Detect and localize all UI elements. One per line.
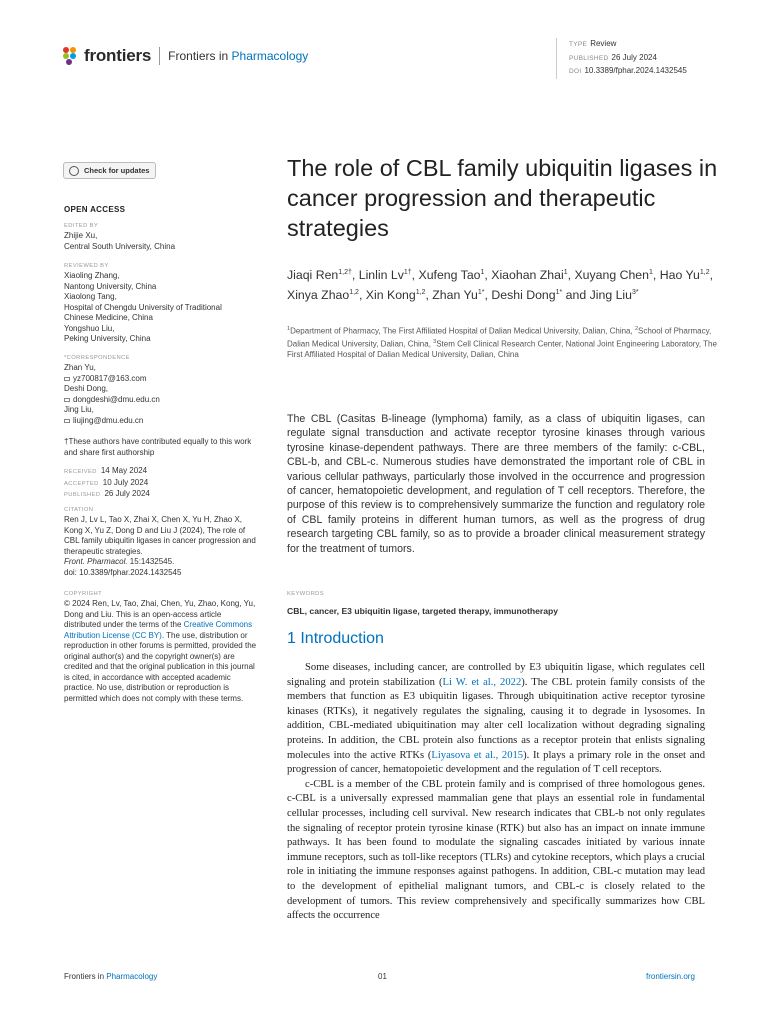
affiliation-text: Stem Cell Clinical Research Center, National Joint Engineering Laboratory, The First Affiliated Hospital of Dalian Medical University, Dalian, China (287, 339, 717, 360)
reviewed-by-block: REVIEWED BY Xiaoling Zhang, Nantong University, China Xiaolong Tang, Hospital of Chengdu University of Traditional Chinese Medicine, China Yongshuo Liu, Peking University, China (64, 263, 222, 343)
author-name[interactable]: Xin Kong (365, 288, 416, 303)
keywords-label: KEYWORDS (287, 591, 325, 597)
affiliation-mark: 3 (433, 339, 437, 346)
email-icon (64, 377, 70, 382)
author-name[interactable]: Xiaohan Zhai (491, 268, 564, 283)
email-link[interactable]: yz700817@163.com (73, 373, 147, 383)
section-heading: 1 Introduction (287, 630, 384, 647)
author-affiliation-mark: 1* (555, 289, 563, 297)
reference-link[interactable]: Liyasova et al., 2015 (431, 749, 524, 761)
citation-block: CITATION Ren J, Lv L, Tao X, Zhai X, Chen X, Yu H, Zhao X, Kong X, Yu Z, Dong D and Liu J (2024), The role of CBL family ubiquitin ligases in cancer progression and therapeutic strategies. Front. Pharmacol. 15:1432545. doi: 10.3389/fphar.2024.1432545 (64, 507, 256, 577)
author-name[interactable]: Jiaqi Ren (287, 268, 339, 283)
author-affiliation-mark: 3* (632, 289, 639, 297)
equal-contribution-note: †These authors have contributed equally to this work and share first authorship (64, 437, 252, 457)
check-for-updates-button[interactable]: Check for updates (63, 162, 156, 179)
author-name[interactable]: Deshi Dong (491, 288, 556, 303)
open-access-label: OPEN ACCESS (64, 205, 126, 214)
cc-license-link[interactable]: Creative Commons Attribution License (CC BY) (64, 620, 253, 640)
footer-journal: Frontiers in Pharmacology (64, 972, 158, 981)
dates-block: RECEIVED 14 May 2024 ACCEPTED 10 July 2024 PUBLISHED 26 July 2024 (64, 466, 150, 498)
author-affiliation-mark: 1* (477, 289, 485, 297)
logo-divider (159, 47, 160, 65)
email-link[interactable]: liujing@dmu.edu.cn (73, 415, 144, 425)
footer-site-link[interactable]: frontiersin.org (646, 972, 695, 981)
author-name[interactable]: Zhan Yu (432, 288, 478, 303)
journal-name[interactable]: Frontiers in Pharmacology (168, 49, 309, 63)
affiliation-text: School of Pharmacy, Dalian Medical University, Dalian, China, (287, 326, 712, 349)
email-icon (64, 419, 70, 424)
keywords: CBL, cancer, E3 ubiquitin ligase, targeted therapy, immunotherapy (287, 606, 559, 616)
author-affiliation-mark: 1 (563, 269, 568, 276)
author-name[interactable]: Hao Yu (659, 268, 700, 283)
check-updates-icon (69, 166, 79, 176)
frontiers-logo[interactable] (63, 46, 308, 66)
paragraph-2: c-CBL is a member of the CBL protein family and is comprised of three homologous genes. c-CBL is a universally expressed mammalian gene that plays an essential role in fundamental cellular processes, including cell survival. New research indicates that CBL-b not only regulates the signaling of receptor protein tyrosine kinase (RTK) but also has an impact on innate immune pathways. It has been found to modulate the signaling cascades initiated by various innate immune receptors, such as toll-like receptors (TLRs) and cytokine receptors, which plays a crucial role in initiating the immune responses against pathogens. In addition, CBL-c mutation may lead to the development of epithelial malignant tumors, and CBL-c is closely related to the development of tumors. This review comprehensively and specifically summarizes how CBL affects the occurrence (287, 778, 705, 922)
author-name[interactable]: Xuyang Chen (574, 268, 649, 283)
author-affiliation-mark: 1 (649, 269, 653, 276)
paragraph-1: Some diseases, including cancer, are controlled by E3 ubiquitin ligase, which regulates cell signaling and protein stabilization (Li W. et al., 2022). The CBL protein family consists of the members that function as E3 ubiquitin ligases. Through ubiquitination active receptor tyrosine kinases (RTKs), it negatively regulates the signaling, causing it to degrade in lysosomes. In addition, CBL-mediated ubiquitination may alter cell localization without degrading signaling proteins. In addition, the CBL protein also functions as a receptor protein that enlists signaling molecules into the active RTKs (Liyasova et al., 2015). It plays a primary role in the onset and progression of cancer, hematopoietic development and the regulation of T cell receptors. (287, 662, 705, 776)
correspondence-block: *CORRESPONDENCE Zhan Yu, yz700817@163.com Deshi Dong, dongdeshi@dmu.edu.cn Jing Liu, liujing@dmu.edu.cn (64, 355, 160, 425)
abstract: The CBL (Casitas B-lineage (lymphoma) family, as a class of ubiquitin ligases, can regulate signal transduction and activate receptor tyrosine kinases through various tyrosine kinase-dependent pathways. There are three members of the family: c-CBL, CBL-b, and CBL-c. Numerous studies have demonstrated the important role of CBL in various cellular pathways, particularly those involved in the occurrence and progression of cancer, hematopoietic development, and regulation of T cell receptors. Therefore, the purpose of this review is to comprehensively summarize the function and regulatory role of CBL family proteins in different human tumors, as well as the progress of drug research targeting CBL family, so as to provide a broader clinical measurement strategy for the treatment of tumors. (287, 413, 705, 555)
author-affiliation-mark: 1 (480, 269, 485, 276)
author-affiliation-mark: 1† (403, 269, 412, 276)
affiliation-mark: 2 (634, 326, 639, 332)
author-name[interactable]: Linlin Lv (358, 268, 404, 283)
page-number: 01 (378, 972, 387, 981)
affiliation-text: Department of Pharmacy, The First Affiliated Hospital of Dalian Medical University, Dalian, China, (290, 326, 635, 336)
author-affiliation-mark: 1,2† (338, 269, 352, 276)
body-text (287, 661, 705, 924)
article-meta: TYPE Review PUBLISHED 26 July 2024 DOI 10.3389/fphar.2024.1432545 (556, 38, 687, 79)
author-name[interactable]: Xufeng Tao (418, 268, 481, 283)
author-name[interactable]: Jing Liu (589, 288, 632, 303)
doi-link[interactable]: 10.3389/fphar.2024.1432545 (584, 66, 687, 75)
affiliation-mark: 1 (287, 326, 291, 332)
email-link[interactable]: dongdeshi@dmu.edu.cn (73, 394, 160, 404)
reference-link[interactable]: Li W. et al., 2022 (442, 676, 522, 688)
frontiers-logo-icon (63, 47, 79, 65)
author-affiliation-mark: 1,2 (699, 269, 710, 276)
affiliations (287, 324, 717, 361)
author-name[interactable]: Xinya Zhao (287, 288, 350, 303)
author-list: Jiaqi Ren$^{1,2\dagger}$, Linlin $Lv^{1\dagger}$, Xufeng Tao$^1$, Xiaohan Zhai$^1$, Xuyang Chen$^1$, Hao Yu$^{1,2}$, Xinya Zhao$^{1,2}$, Xin Kong$^{1,2}$, Zhan $Yu^{1*}$, Deshi Dong$^{1*}$ and Jing Liu$^{3*}$ (287, 268, 714, 303)
copyright-block: COPYRIGHT © 2024 Ren, Lv, Tao, Zhai, Chen, Yu, Zhao, Kong, Yu, Dong and Liu. This is an open-access article distributed under the terms of the Creative Commons Attribution License (CC BY). The use, distribution or reproduction in other forums is permitted, provided the original author(s) and the copyright owner(s) are credited and that the original publication in this journal is cited, in accordance with accepted academic practice. No use, distribution or reproduction is permitted which does not comply with these terms. (64, 591, 257, 703)
logo-wordmark: frontiers (84, 46, 152, 65)
email-icon (64, 398, 70, 403)
edited-by-block: EDITED BY Zhijie Xu, Central South University, China (64, 223, 176, 251)
article-title: The role of CBL family ubiquitin ligases in cancer progression and therapeutic strategies (287, 155, 718, 241)
author-affiliation-mark: 1,2 (349, 289, 359, 297)
author-affiliation-mark: 1,2 (415, 289, 426, 297)
